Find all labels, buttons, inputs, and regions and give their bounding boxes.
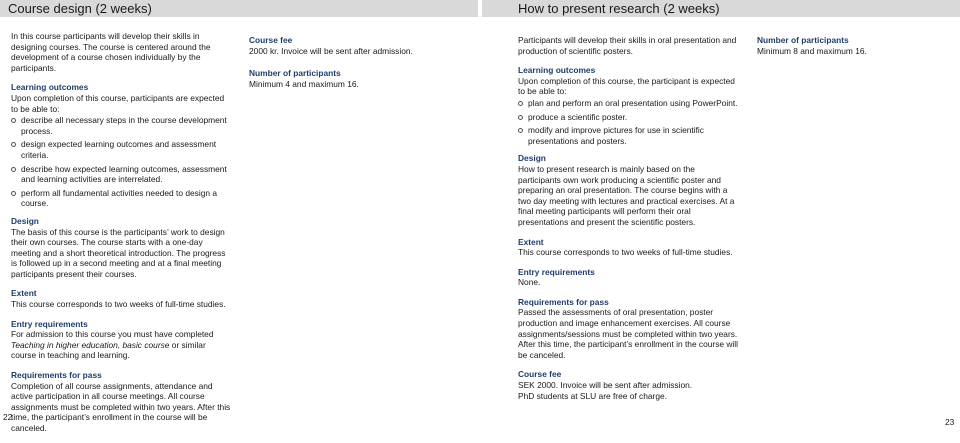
right-page-title-bar: [482, 0, 960, 17]
right-design-section: [518, 153, 740, 227]
left-entry-section: [11, 319, 233, 361]
left-extent-text: This course corresponds to two weeks of full-time studies.: [11, 299, 226, 310]
left-side-column: [249, 35, 439, 98]
list-item: describe all necessary steps in the course development process.: [11, 115, 233, 136]
left-participants-text: Minimum 4 and maximum 16.: [249, 78, 359, 89]
left-learning-outcomes-heading: Learning outcomes: [11, 82, 89, 93]
right-main-column: [518, 35, 740, 410]
left-learning-outcomes-lead: Upon completion of this course, participants are expected to be able to:: [11, 92, 225, 114]
right-intro: Participants will develop their skills in oral presentation and production of scientific posters.: [518, 35, 737, 56]
left-main-column: [11, 31, 233, 443]
list-item: plan and perform an oral presentation using PowerPoint.: [518, 98, 740, 109]
left-entry-text-before: For admission to this course you must have completed: [11, 329, 214, 340]
right-entry-section: [518, 267, 740, 288]
right-pass-heading: Requirements for pass: [518, 296, 609, 307]
right-side-column: [757, 35, 947, 65]
right-fee-line2: PhD students at SLU are free of charge.: [518, 390, 667, 401]
right-participants-heading: Number of participants: [757, 35, 849, 45]
right-entry-heading: Entry requirements: [518, 266, 595, 277]
left-page-number: 22: [3, 412, 13, 422]
right-fee-heading: Course fee: [518, 369, 562, 380]
list-item: produce a scientific poster.: [518, 112, 740, 123]
list-item: describe how expected learning outcomes, assessment and learning activities are interrelated.: [11, 164, 233, 185]
left-entry-heading: Entry requirements: [11, 318, 88, 329]
left-fee-text: 2000 kr. Invoice will be sent after admission.: [249, 45, 413, 56]
left-fee-section: [249, 35, 439, 56]
right-extent-section: [518, 237, 740, 258]
left-participants-heading: Number of participants: [249, 68, 341, 79]
list-item: perform all fundamental activities needed to design a course.: [11, 188, 233, 209]
right-entry-text: None.: [518, 277, 541, 288]
right-page-number: 23: [945, 417, 955, 427]
left-entry-text-after: or similar course in teaching and learning.: [11, 339, 206, 361]
left-page-title-bar: [0, 0, 478, 17]
right-extent-heading: Extent: [518, 236, 544, 247]
right-extent-text: This course corresponds to two weeks of full-time studies.: [518, 247, 733, 258]
left-learning-outcomes-section: [11, 82, 233, 209]
left-participants-section: [249, 68, 439, 89]
left-page-title: Course design (2 weeks): [8, 1, 152, 16]
right-learning-outcomes-lead: Upon completion of this course, the participant is expected to be able to:: [518, 75, 735, 97]
right-fee-section: [518, 369, 740, 401]
left-entry-course-name: Teaching in higher education, basic course: [11, 339, 170, 350]
left-extent-heading: Extent: [11, 288, 37, 299]
right-participants-section: [757, 35, 947, 56]
left-design-text: The basis of this course is the participants’ work to design their own courses. The course starts with a one-day meeting and a short theoretical introduction. The progress is followed up in a second meeting and at a final meeting participants present their courses.: [11, 226, 226, 279]
right-learning-outcomes-section: [518, 65, 740, 146]
left-extent-section: [11, 288, 233, 309]
left-pass-heading: Requirements for pass: [11, 370, 102, 381]
left-design-heading: Design: [11, 215, 39, 226]
left-pass-text: Completion of all course assignments, attendance and active participation in all course meetings. All course assignments must be completed within two years. After this time, the participant’s enrollment in the course will be canceled.: [11, 380, 231, 433]
left-intro: In this course participants will develop their skills in designing courses. The course is centered around the development of a course chosen individually by the participants.: [11, 31, 211, 73]
right-design-heading: Design: [518, 153, 546, 164]
left-learning-outcomes-list: [11, 115, 233, 209]
right-fee-line1: SEK 2000. Invoice will be sent after admission.: [518, 380, 693, 391]
right-page-title: How to present research (2 weeks): [518, 1, 720, 16]
left-design-section: [11, 216, 233, 280]
right-design-text: How to present research is mainly based on the participants own work producing a scientific poster and preparing an oral presentation. The course begins with a two day meeting with lectures and practical exercises. At a final meeting participants will perform their oral presentations and present the scientific posters.: [518, 163, 735, 227]
right-learning-outcomes-list: [518, 98, 740, 146]
right-pass-section: [518, 297, 740, 361]
left-fee-heading: Course fee: [249, 35, 293, 45]
list-item: modify and improve pictures for use in scientific presentations and posters.: [518, 125, 740, 146]
right-learning-outcomes-heading: Learning outcomes: [518, 65, 596, 76]
right-participants-text: Minimum 8 and maximum 16.: [757, 45, 867, 56]
right-pass-text: Passed the assessments of oral presentation, poster production and image enhancement exercises. All course assignments/sessions must be completed within two years. After this time, the participant’s enrollment in the course will be canceled.: [518, 307, 739, 360]
left-pass-section: [11, 370, 233, 434]
list-item: design expected learning outcomes and assessment criteria.: [11, 139, 233, 160]
